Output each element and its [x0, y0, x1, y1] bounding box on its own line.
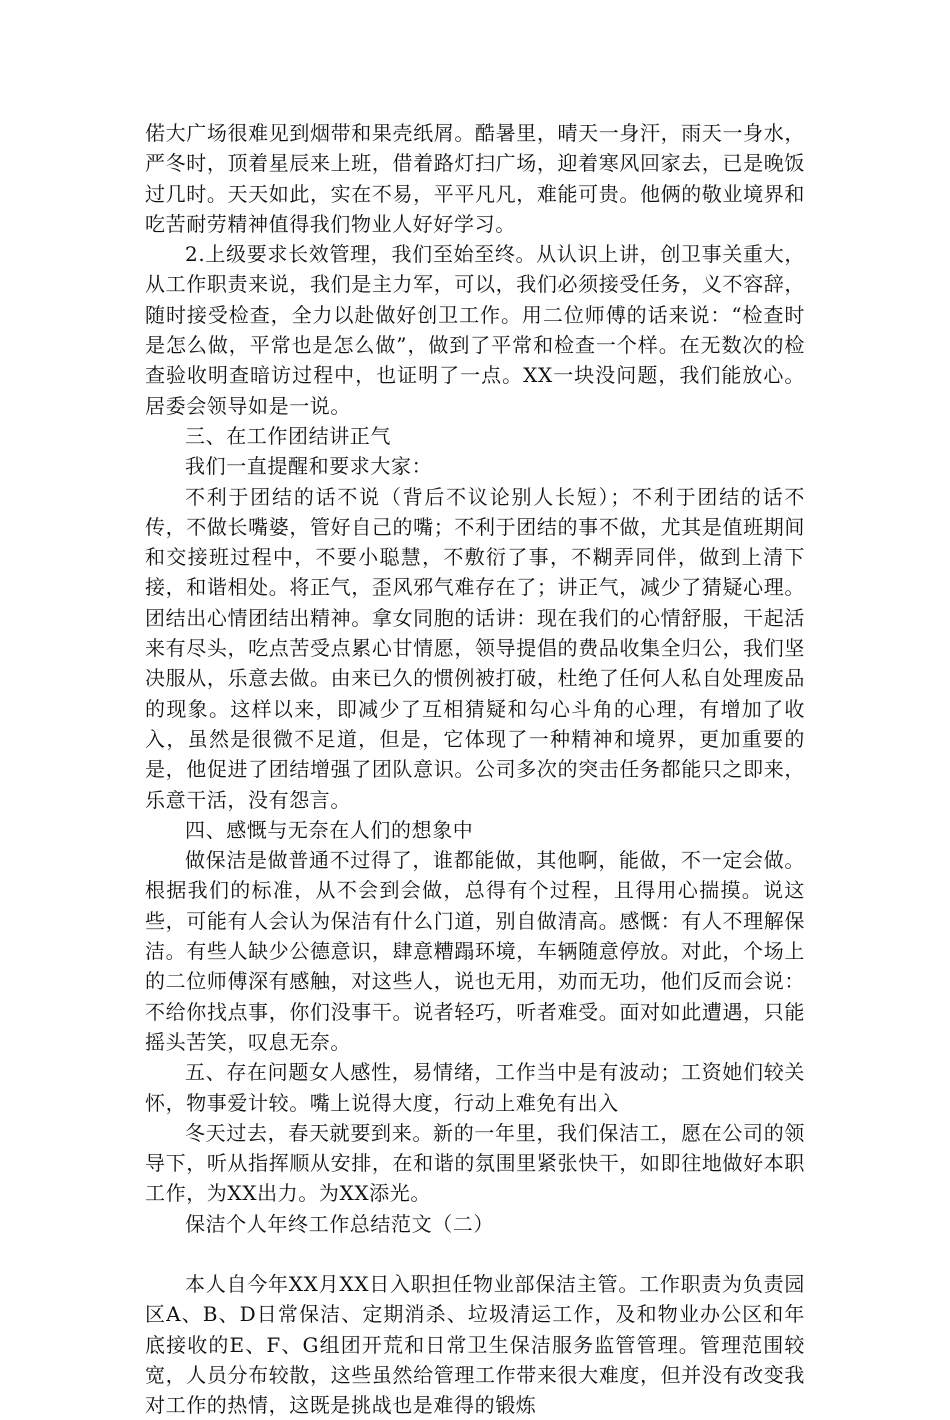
- section-heading-4: 四、感慨与无奈在人们的想象中: [185, 817, 474, 842]
- section-heading-5: 五、存在问题女人感性，易情绪，工作当中是有波动；工资她们较关怀，物事爱计较。嘴上说得大度，行动上难免有出入: [145, 1060, 805, 1115]
- blank-line: [145, 1239, 805, 1269]
- paragraph-new-year: 冬天过去，春天就要到来。新的一年里，我们保洁工，愿在公司的领导下，听从指挥顺从安排，在和谐的氛围里紧张快干，如即往地做好本职工作，为XX出力。为XX添光。: [145, 1120, 805, 1206]
- paragraph-introduction: 本人自今年XX月XX日入职担任物业部保洁主管。工作职责为负责园区A、B、D日常保洁、定期消杀、垃圾清运工作，及和物业办公区和年底接收的E、F、G组团开荒和日常卫生保洁服务监管管理。管理范围较宽，人员分布较散，这些虽然给管理工作带来很大难度，但并没有改变我对工作的热情，这既是挑战也是难得的锻炼: [145, 1271, 805, 1418]
- paragraph-long-term-management: 2.上级要求长效管理，我们至始至终。从认识上讲，创卫事关重大，从工作职责来说，我们是主力军，可以，我们必须接受任务，义不容辞，随时接受检查，全力以赴做好创卫工作。用二位师傅的话来说：“检查时是怎么做，平常也是怎么做”，做到了平常和检查一个样。在无数次的检查验收明查暗访过程中，也证明了一点。XX一块没问题，我们能放心。居委会领导如是一说。: [145, 242, 805, 418]
- document-subtitle: 保洁个人年终工作总结范文（二）: [185, 1211, 494, 1236]
- paragraph-continuation: 偌大广场很难见到烟带和果壳纸屑。酷暑里，晴天一身汗，雨天一身水，严冬时，顶着星辰来上班，借着路灯扫广场，迎着寒风回家去，已是晚饭过几时。天天如此，实在不易，平平凡凡，难能可贵。他俩的敬业境界和吃苦耐劳精神值得我们物业人好好学习。: [145, 121, 805, 236]
- paragraph-cleaning-work: 做保洁是做普通不过得了，谁都能做，其他啊，能做，不一定会做。根据我们的标准，从不会到会做，总得有个过程，且得用心揣摸。说这些，可能有人会认为保洁有什么门道，别自做清高。感慨：有人不理解保洁。有些人缺少公德意识，肆意糟蹋环境，车辆随意停放。对此，个场上的二位师傅深有感触，对这些人，说也无用，劝而无功，他们反而会说：不给你找点事，你们没事干。说者轻巧，听者难受。面对如此遭遇，只能摇头苦笑，叹息无奈。: [145, 848, 805, 1054]
- section-heading-3: 三、在工作团结讲正气: [185, 423, 391, 448]
- paragraph-reminder: 我们一直提醒和要求大家：: [185, 454, 433, 479]
- paragraph-unity: 不利于团结的话不说（背后不议论别人长短）；不利于团结的话不传，不做长嘴婆，管好自己的嘴；不利于团结的事不做，尤其是值班期间和交接班过程中，不要小聪慧，不敷衍了事，不糊弄同伴，做到上清下接，和谐相处。将正气，歪风邪气难存在了；讲正气，减少了猜疑心理。团结出心情团结出精神。拿女同胞的话讲：现在我们的心情舒服，干起活来有尽头，吃点苦受点累心甘情愿，领导提倡的费品收集全归公，我们坚决服从，乐意去做。由来已久的惯例被打破，杜绝了任何人私自处理废品的现象。这样以来，即减少了互相猜疑和勾心斗角的心理，有增加了收入，虽然是很微不足道，但是，它体现了一种精神和境界，更加重要的是，他促进了团结增强了团队意识。公司多次的突击任务都能只之即来，乐意干活，没有怨言。: [145, 484, 805, 812]
- document-body: [145, 118, 805, 1420]
